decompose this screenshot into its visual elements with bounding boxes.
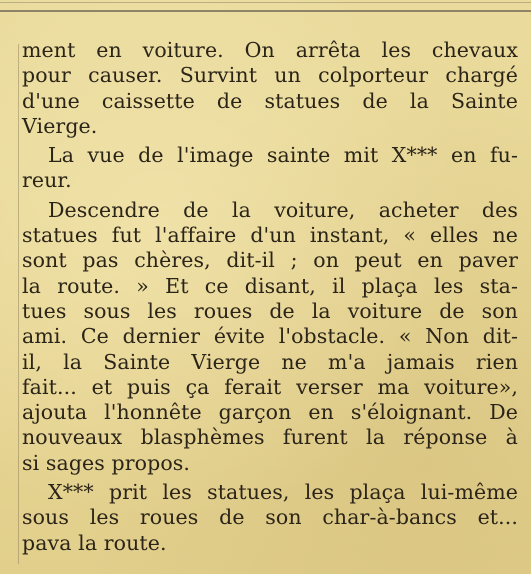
text-line: il, la Sainte Vierge ne m'a jamais rien bbox=[22, 349, 518, 374]
text-line: ami. Ce dernier évite l'obstacle. « Non dit- bbox=[22, 324, 518, 349]
text-line: tues sous les roues de la voiture de son bbox=[22, 298, 518, 323]
text-line: sous les roues de son char-à-bancs et... bbox=[22, 505, 518, 530]
paragraph-4 bbox=[22, 480, 518, 556]
text-line: ment en voiture. On arrêta les chevaux bbox=[22, 38, 518, 62]
text-line: fait... et puis ça ferait verser ma voiture», bbox=[22, 374, 518, 399]
text-line: si sages propos. bbox=[22, 450, 190, 475]
text-line: pava la route. bbox=[22, 530, 167, 555]
top-border-line bbox=[0, 2, 531, 3]
text-line: reur. bbox=[22, 168, 72, 193]
text-line: La vue de l'image sainte mit X*** en fu- bbox=[48, 143, 518, 168]
article-text bbox=[22, 38, 518, 560]
text-line: la route. » Et ce disant, il plaça les sta- bbox=[22, 273, 518, 298]
column-divider bbox=[18, 44, 19, 564]
text-line: sont pas chères, dit-il ; on peut en paver bbox=[22, 248, 518, 273]
paragraph-2 bbox=[22, 143, 518, 194]
paragraph-3 bbox=[22, 198, 518, 476]
text-line: Descendre de la voiture, acheter des bbox=[48, 197, 518, 222]
paragraph-1 bbox=[22, 38, 518, 139]
text-line: Vierge. bbox=[22, 113, 98, 138]
text-line: nouveaux blasphèmes furent la réponse à bbox=[22, 425, 518, 450]
text-line: pour causer. Survint un colporteur chargé bbox=[22, 63, 518, 88]
text-line: d'une caissette de statues de la Sainte bbox=[22, 88, 518, 113]
text-line: ajouta l'honnête garçon en s'éloignant. De bbox=[22, 400, 518, 425]
top-rule-line bbox=[0, 10, 531, 12]
text-line: statues fut l'affaire d'un instant, « elles ne bbox=[22, 223, 518, 248]
text-line: X*** prit les statues, les plaça lui-même bbox=[48, 480, 518, 505]
